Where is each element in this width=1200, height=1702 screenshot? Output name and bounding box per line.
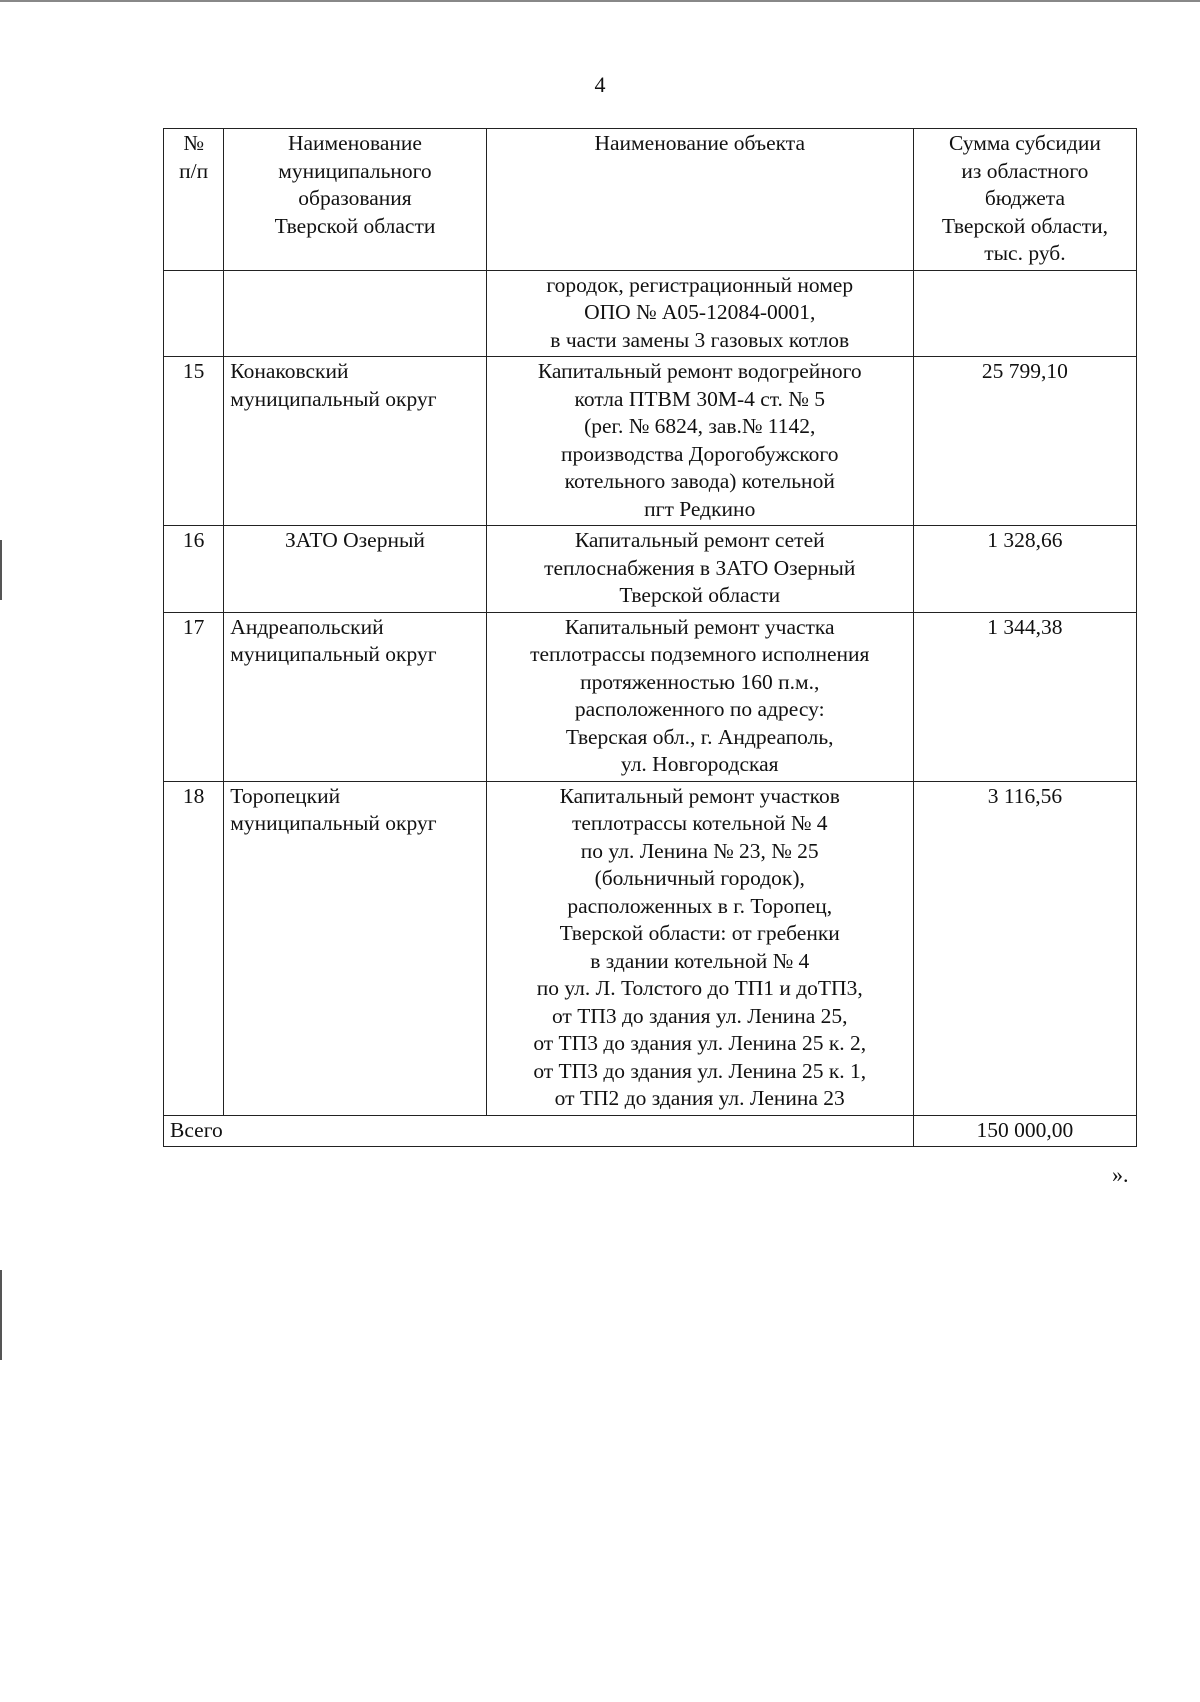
- header-object: Наименование объекта: [486, 129, 913, 271]
- row-object: Капитальный ремонт сетей теплоснабжения в ЗАТО Озерный Тверской области: [486, 526, 913, 613]
- scan-edge-mark: [0, 540, 2, 600]
- row-object: Капитальный ремонт водогрейного котла ПТВМ 30М-4 ст. № 5 (рег. № 6824, зав.№ 1142, производства Дорогобужского котельного завода) котельной пгт Редкино: [486, 357, 913, 526]
- scan-top-edge: [0, 0, 1200, 2]
- total-label: Всего: [164, 1115, 914, 1147]
- table-header-row: [164, 129, 1137, 271]
- row-num: 15: [164, 357, 224, 526]
- header-num: № п/п: [164, 129, 224, 271]
- page-number: 4: [594, 72, 606, 97]
- table-row: [164, 270, 1137, 357]
- row-object: городок, регистрационный номер ОПО № А05-12084-0001, в части замены 3 газовых котлов: [486, 270, 913, 357]
- row-municipality: Торопецкий муниципальный округ: [224, 781, 486, 1115]
- header-municipality: Наименование муниципального образования Тверской области: [224, 129, 486, 271]
- row-num: [164, 270, 224, 357]
- scan-edge-mark: [0, 1270, 2, 1360]
- row-municipality: Андреапольский муниципальный округ: [224, 612, 486, 781]
- header-sum: Сумма субсидии из областного бюджета Тверской области, тыс. руб.: [913, 129, 1136, 271]
- row-sum: 1 328,66: [913, 526, 1136, 613]
- row-num: 17: [164, 612, 224, 781]
- table-row: [164, 781, 1137, 1115]
- table-row: [164, 612, 1137, 781]
- row-municipality: Конаковский муниципальный округ: [224, 357, 486, 526]
- row-sum: 25 799,10: [913, 357, 1136, 526]
- row-num: 18: [164, 781, 224, 1115]
- row-num: 16: [164, 526, 224, 613]
- row-object: Капитальный ремонт участков теплотрассы котельной № 4 по ул. Ленина № 23, № 25 (больничный городок), расположенных в г. Торопец, Тверской области: от гребенки в здании котельной № 4 по ул. Л. Толстого до ТП1 и доТП3, от ТП3 до здания ул. Ленина 25, от ТП3 до здания ул. Ленина 25 к. 2, от ТП3 до здания ул. Ленина 25 к. 1, от ТП2 до здания ул. Ленина 23: [486, 781, 913, 1115]
- row-sum: [913, 270, 1136, 357]
- row-sum: 3 116,56: [913, 781, 1136, 1115]
- total-sum: 150 000,00: [913, 1115, 1136, 1147]
- row-municipality: [224, 270, 486, 357]
- table-row: [164, 357, 1137, 526]
- closing-quote-mark: ».: [1112, 1162, 1129, 1187]
- subsidy-table: [163, 128, 1137, 1147]
- row-sum: 1 344,38: [913, 612, 1136, 781]
- table-total-row: [164, 1115, 1137, 1147]
- row-municipality: ЗАТО Озерный: [224, 526, 486, 613]
- table-row: [164, 526, 1137, 613]
- row-object: Капитальный ремонт участка теплотрассы подземного исполнения протяженностью 160 п.м., расположенного по адресу: Тверская обл., г. Андреаполь, ул. Новгородская: [486, 612, 913, 781]
